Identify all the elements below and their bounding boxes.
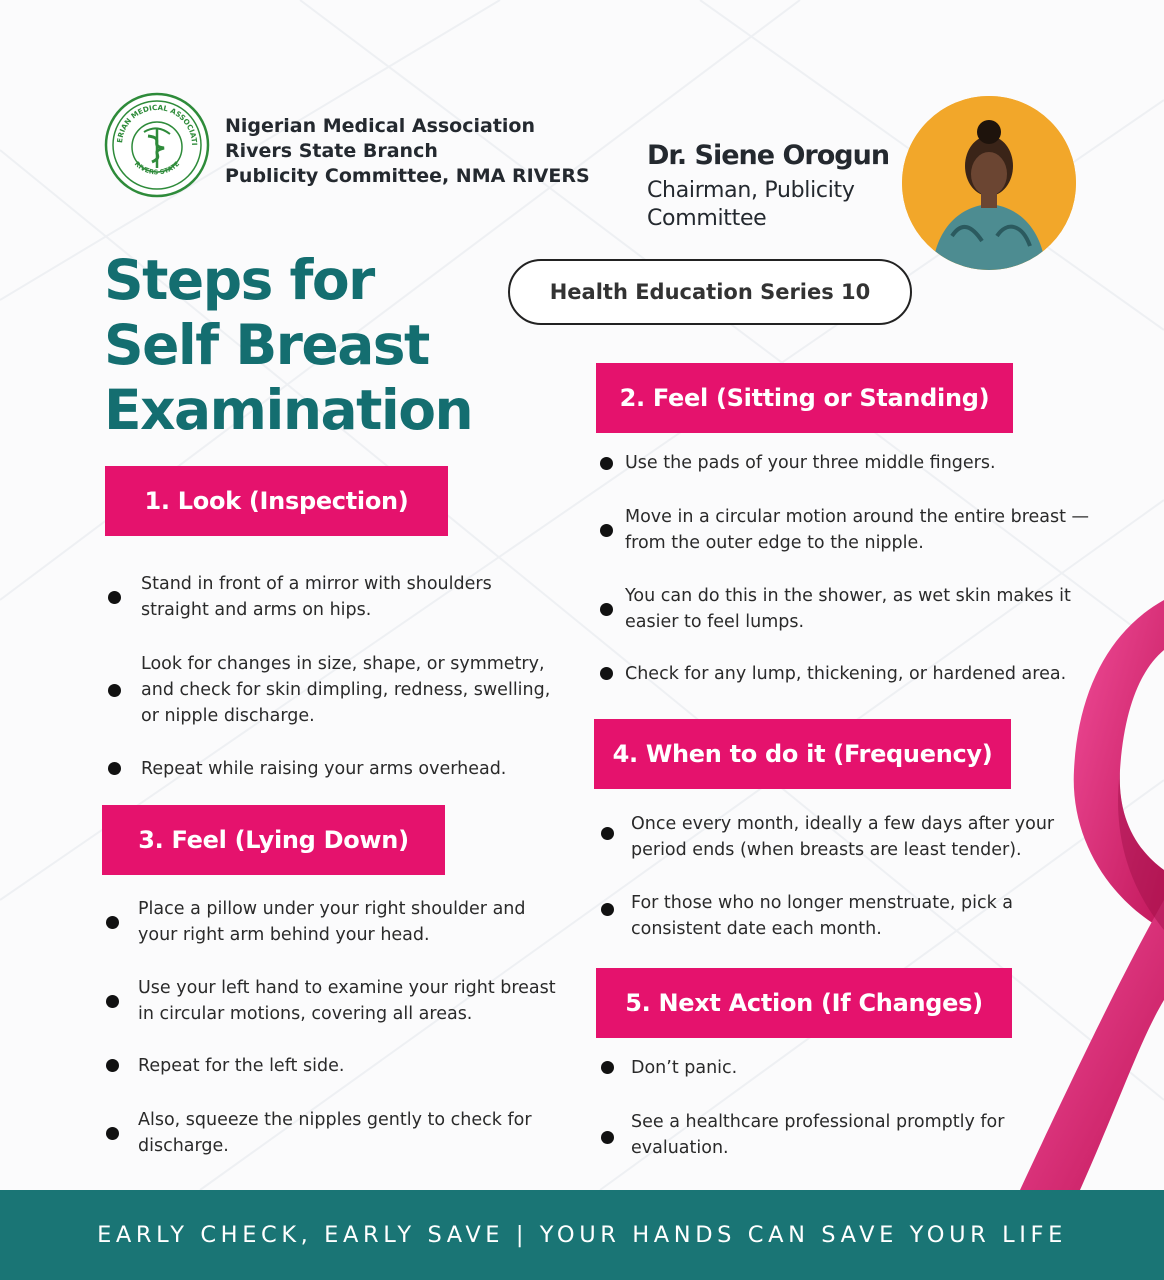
title-line-2: Self Breast [104, 313, 429, 377]
organization-info [225, 114, 590, 189]
bullet-icon [601, 1061, 614, 1074]
list-item: Use the pads of your three middle fingers. [598, 450, 1095, 476]
step-4-heading: 4. When to do it (Frequency) [594, 719, 1011, 789]
bullet-icon [106, 916, 119, 929]
footer-slogan: EARLY CHECK, EARLY SAVE | YOUR HANDS CAN SAVE YOUR LIFE [97, 1222, 1067, 1248]
list-item: Look for changes in size, shape, or symmetry, and check for skin dimpling, redness, swelling, or nipple discharge. [106, 650, 561, 730]
bullet-icon [600, 667, 613, 680]
list-item: You can do this in the shower, as wet skin makes it easier to feel lumps. [598, 582, 1095, 636]
step-5-heading: 5. Next Action (If Changes) [596, 968, 1012, 1038]
step-3-heading: 3. Feel (Lying Down) [102, 805, 445, 875]
list-item: Stand in front of a mirror with shoulders straight and arms on hips. [106, 570, 561, 624]
bullet-icon [106, 1127, 119, 1140]
list-item: See a healthcare professional promptly for evaluation. [599, 1108, 1031, 1162]
bullet-icon [600, 603, 613, 616]
title-line-1: Steps for [104, 248, 374, 312]
list-item: Use your left hand to examine your right breast in circular motions, covering all areas. [104, 974, 558, 1028]
title-line-3: Examination [104, 378, 473, 442]
bullet-icon [600, 457, 613, 470]
org-committee: Publicity Committee, NMA RIVERS [225, 165, 590, 187]
nma-logo [104, 92, 210, 198]
svg-text:NIGERIAN MEDICAL ASSOCIATION: ERIAN MEDICAL ASSOCIATI [115, 102, 200, 146]
list-item: For those who no longer menstruate, pick a consistent date each month. [599, 889, 1066, 943]
footer-banner [0, 1190, 1164, 1280]
list-item: Repeat for the left side. [104, 1053, 558, 1079]
chairman-role: Chairman, Publicity Committee [647, 178, 855, 231]
list-item: Move in a circular motion around the entire breast — from the outer edge to the nipple. [598, 503, 1095, 557]
list-item: Once every month, ideally a few days after your period ends (when breasts are least tender). [599, 810, 1066, 864]
step-1-heading: 1. Look (Inspection) [105, 466, 448, 536]
bullet-icon [108, 591, 121, 604]
bullet-icon [106, 1059, 119, 1072]
chairman-photo [902, 96, 1076, 270]
bullet-icon [108, 684, 121, 697]
svg-text:RIVERS STATE: RIVERS STATE [132, 159, 182, 177]
chairman-name: Dr. Siene Orogun [647, 140, 890, 171]
nma-seal-icon [104, 92, 210, 198]
list-item: Also, squeeze the nipples gently to check for discharge. [104, 1106, 558, 1160]
bullet-icon [601, 827, 614, 840]
bullet-icon [600, 524, 613, 537]
list-item: Repeat while raising your arms overhead. [106, 756, 561, 782]
portrait-icon [902, 96, 1076, 270]
step-2-heading: 2. Feel (Sitting or Standing) [596, 363, 1013, 433]
bullet-icon [601, 1131, 614, 1144]
list-item: Don’t panic. [599, 1055, 1066, 1081]
list-item: Check for any lump, thickening, or hardened area. [598, 661, 1095, 687]
bullet-icon [106, 995, 119, 1008]
list-item: Place a pillow under your right shoulder and your right arm behind your head. [104, 895, 558, 949]
org-branch: Rivers State Branch [225, 140, 438, 162]
page-title [104, 248, 472, 443]
bullet-icon [601, 903, 614, 916]
bullet-icon [108, 762, 121, 775]
series-badge: Health Education Series 10 [508, 259, 912, 325]
org-name: Nigerian Medical Association [225, 115, 536, 137]
